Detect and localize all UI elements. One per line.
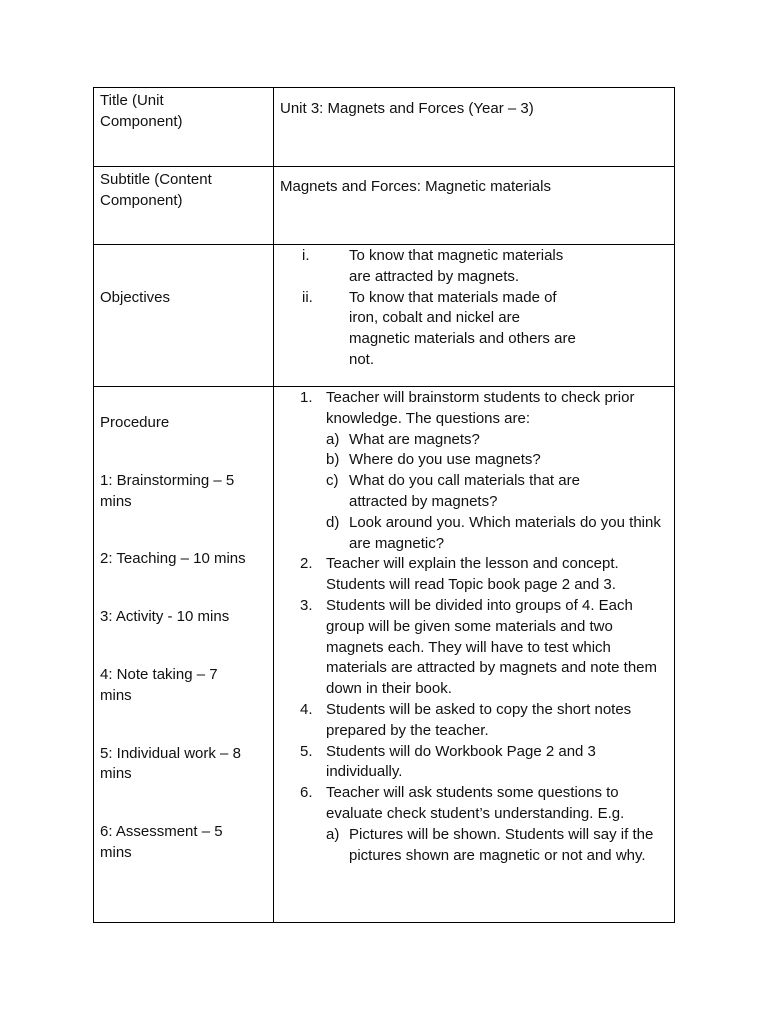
procedure-steps-list	[280, 388, 668, 866]
step-marker: 3.	[300, 596, 313, 614]
procedure-label: Procedure	[100, 414, 170, 431]
objective-marker: ii.	[302, 288, 313, 306]
subitem-text: What are magnets?	[349, 430, 480, 448]
title-value: Unit 3: Magnets and Forces (Year – 3)	[280, 100, 534, 117]
step-subitem	[326, 430, 644, 451]
procedure-phase: 1: Brainstorming – 5 mins	[100, 471, 235, 510]
subtitle-label: Subtitle (Content Component)	[100, 171, 212, 209]
objectives-row	[94, 245, 674, 387]
objectives-label-cell	[94, 245, 274, 386]
title-row	[94, 88, 674, 167]
subitem-text: Pictures will be shown. Students will say if the pictures shown are magnetic or not and why.	[349, 825, 654, 864]
lesson-plan-table	[93, 87, 675, 923]
procedure-phase: 2: Teaching – 10 mins	[100, 550, 246, 568]
subitem-marker: a)	[326, 430, 340, 448]
subitem-text: Look around you. Which materials do you think are magnetic?	[349, 513, 661, 552]
step-text: Students will do Workbook Page 2 and 3 individually.	[326, 742, 596, 781]
step-sublist	[326, 825, 666, 867]
procedure-phase: 3: Activity - 10 mins	[100, 608, 230, 626]
subitem-marker: a)	[326, 825, 340, 843]
step-subitem	[326, 450, 644, 471]
step-text: Students will be divided into groups of 4. Each group will be given some materials and two magnets each. They will have to test which materials are attracted by magnets and note them down in their book.	[326, 596, 658, 698]
step-marker: 2.	[300, 555, 313, 573]
subtitle-label-cell	[94, 167, 274, 244]
subitem-text: Where do you use magnets?	[349, 451, 541, 469]
procedure-step	[280, 596, 672, 700]
procedure-phase: 5: Individual work – 8 mins	[100, 744, 241, 783]
objective-item	[280, 246, 580, 288]
step-text: Teacher will explain the lesson and concept. Students will read Topic book page 2 and 3.	[326, 555, 619, 594]
procedure-steps-cell	[274, 387, 674, 922]
subtitle-row	[94, 167, 674, 245]
step-text: Students will be asked to copy the short notes prepared by the teacher.	[326, 700, 632, 739]
title-value-cell	[274, 88, 674, 166]
procedure-label-cell	[94, 387, 274, 922]
objectives-value-cell	[274, 245, 674, 386]
step-marker: 1.	[300, 389, 313, 406]
objectives-list	[280, 246, 580, 371]
objective-text: To know that magnetic materials are attracted by magnets.	[349, 247, 564, 285]
step-subitem	[326, 471, 629, 513]
subtitle-value-cell	[274, 167, 674, 244]
objective-item	[280, 288, 580, 371]
procedure-step	[280, 554, 674, 596]
procedure-step	[280, 388, 661, 554]
step-subitem	[326, 513, 669, 555]
step-marker: 5.	[300, 742, 313, 760]
objective-text: To know that materials made of iron, cobalt and nickel are magnetic materials and others are not.	[349, 288, 576, 368]
procedure-phase: 4: Note taking – 7 mins	[100, 665, 218, 704]
step-text: Teacher will brainstorm students to check prior knowledge. The questions are:	[326, 389, 635, 427]
procedure-step	[280, 700, 674, 742]
subitem-text: What do you call materials that are attracted by magnets?	[349, 472, 580, 510]
step-marker: 6.	[300, 784, 313, 802]
step-sublist	[326, 430, 661, 555]
procedure-row	[94, 387, 674, 922]
procedure-step	[280, 783, 666, 866]
subitem-marker: d)	[326, 513, 340, 531]
step-text: Teacher will ask students some questions to evaluate check student’s understanding. E.g.	[326, 784, 625, 822]
objectives-label: Objectives	[100, 289, 171, 306]
title-label: Title (Unit Component)	[100, 92, 183, 130]
subitem-marker: c)	[326, 472, 339, 490]
step-subitem	[326, 825, 669, 867]
objective-marker: i.	[302, 247, 310, 264]
title-label-cell	[94, 88, 274, 166]
subitem-marker: b)	[326, 451, 340, 469]
subtitle-value: Magnets and Forces: Magnetic materials	[280, 178, 551, 195]
step-marker: 4.	[300, 700, 313, 718]
procedure-phase: 6: Assessment – 5 mins	[100, 823, 223, 861]
procedure-step	[280, 742, 642, 784]
